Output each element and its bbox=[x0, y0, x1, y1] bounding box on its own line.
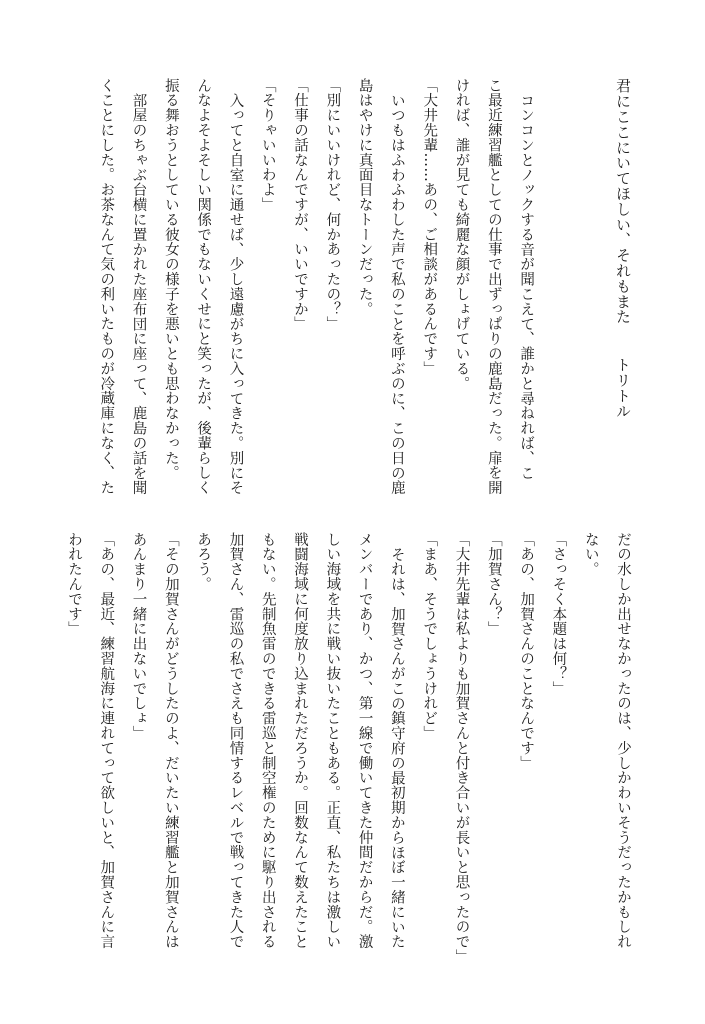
text-line: 「加賀さん？」 bbox=[485, 532, 502, 637]
author-name: トリトル bbox=[614, 357, 632, 420]
text-line: もない。先制魚雷のできる雷巡と制空権のために駆り出される bbox=[259, 532, 276, 950]
text-line: ない。 bbox=[582, 532, 599, 577]
text-line: メンバーであり、かつ、第一線で働いてきた仲間だからだ。激 bbox=[356, 532, 373, 950]
text-line: コンコンとノックする音が聞こえて、誰かと尋ねれば、こ bbox=[518, 92, 535, 480]
text-line: しい海域を共に戦い抜いたこともある。正直、私たちは激しい bbox=[324, 532, 341, 950]
text-line: あんまり一緒に出ないでしょ」 bbox=[130, 532, 147, 741]
text-line: 島はやけに真面目なトーンだった。 bbox=[356, 78, 373, 317]
title-line bbox=[607, 78, 639, 508]
text-line: 「あの、最近、練習航海に連れてって欲しいと、加賀さんに言 bbox=[98, 532, 115, 950]
story-title: 君にここにいてほしい、それもまた bbox=[614, 78, 632, 325]
text-line: ければ、誰が見ても綺麗な顔がしょげている。 bbox=[453, 78, 470, 391]
text-line: 「大井先輩は私よりも加賀さんと付き合いが長いと思ったので」 bbox=[453, 532, 470, 965]
text-line: いつもはふわふわした声で私のことを呼ぶのに、この日の鹿 bbox=[388, 92, 405, 495]
text-line: くことにした。お茶なんて気の利いたものが冷蔵庫になく、た bbox=[98, 78, 115, 496]
text-line: 「その加賀さんがどうしたのよ、だいたい練習艦と加賀さんは bbox=[162, 532, 179, 950]
text-line: 加賀さん、雷巡の私でさえも同情するレベルで戦ってきた人で bbox=[227, 532, 244, 950]
lower-text-block bbox=[65, 532, 639, 965]
text-line: それは、加賀さんがこの鎮守府の最初期からほぼ一緒にいた bbox=[388, 546, 405, 949]
text-line: 入ってと自室に通せば、少し遠慮がちに入ってきた。別にそ bbox=[227, 92, 244, 495]
text-line: だの水しか出せなかったのは、少しかわいそうだったかもしれ bbox=[615, 532, 631, 950]
upper-text-block bbox=[39, 78, 639, 508]
text-line: 「あの、加賀さんのことなんです」 bbox=[518, 532, 535, 771]
text-line: あろう。 bbox=[195, 532, 212, 592]
text-line: 「別にいいけれど、何かあったの？」 bbox=[324, 78, 341, 332]
text-line: 戦闘海域に何度放り込まれただろうか。回数なんて数えたこと bbox=[292, 532, 309, 950]
text-line: 「まあ、そうでしょうけれど」 bbox=[421, 532, 438, 741]
text-line: 「仕事の話なんですが、いいですか」 bbox=[292, 78, 309, 332]
title-spacer bbox=[574, 78, 606, 508]
text-line: こ最近練習艦としての仕事で出ずっぱりの鹿島だった。扉を開 bbox=[485, 78, 502, 496]
text-line: 「そりゃいいわよ」 bbox=[259, 78, 276, 213]
text-line: んなよそよそしい関係でもないくせにと笑ったが、後輩らしく bbox=[195, 78, 212, 496]
text-line: 「大井先輩……あの、ご相談があるんです」 bbox=[421, 78, 438, 376]
text-line: 「さっそく本題は何？」 bbox=[550, 532, 567, 696]
title-spacer bbox=[542, 78, 574, 508]
text-line: 振る舞おうとしている彼女の様子を悪いとも思わなかった。 bbox=[162, 78, 179, 481]
text-line: われたんです」 bbox=[65, 532, 82, 637]
text-line: 部屋のちゃぶ台横に置かれた座布団に座って、鹿島の話を聞 bbox=[130, 92, 147, 495]
